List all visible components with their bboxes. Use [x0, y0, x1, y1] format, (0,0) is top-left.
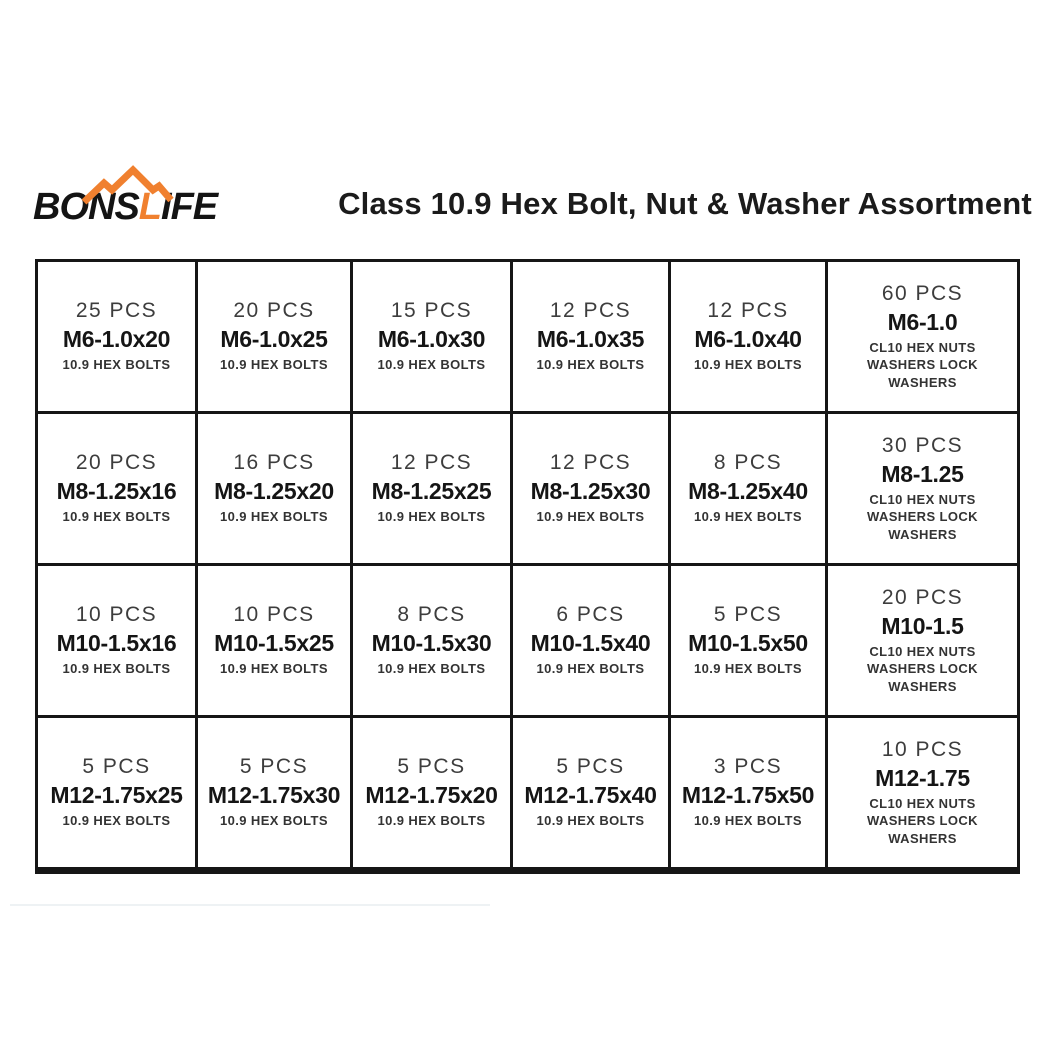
assortment-cell	[353, 718, 510, 867]
cell-description: 10.9 HEX BOLTS	[536, 813, 645, 829]
cell-description: 10.9 HEX BOLTS	[536, 509, 645, 525]
cell-description: 10.9 HEX BOLTS	[377, 357, 486, 373]
cell-quantity: 20 PCS	[75, 451, 158, 475]
cell-spec: M8-1.25	[881, 460, 964, 487]
assortment-cell	[513, 566, 668, 715]
cell-description: 10.9 HEX BOLTS	[694, 357, 802, 373]
cell-description: 10.9 HEX BOLTS	[377, 509, 486, 525]
brand-text-accent: L	[138, 186, 162, 228]
brand-text-after: IFE	[161, 186, 218, 228]
assortment-cell	[671, 718, 825, 867]
cell-spec: M8-1.25x30	[530, 478, 651, 505]
cell-spec: M10-1.5x16	[56, 630, 177, 657]
assortment-cell	[513, 262, 668, 411]
cell-description: 10.9 HEX BOLTS	[220, 357, 328, 373]
assortment-cell	[353, 414, 510, 563]
cell-spec: M10-1.5x50	[688, 630, 808, 657]
scan-artifact-line	[10, 904, 490, 906]
cell-quantity: 16 PCS	[233, 451, 315, 475]
cell-description: 10.9 HEX BOLTS	[377, 813, 486, 829]
cell-quantity: 25 PCS	[75, 299, 158, 323]
cell-quantity: 5 PCS	[556, 755, 625, 779]
cell-quantity: 15 PCS	[390, 299, 473, 323]
assortment-cell	[38, 566, 195, 715]
cell-quantity: 8 PCS	[713, 451, 783, 475]
cell-quantity: 12 PCS	[707, 299, 789, 323]
cell-spec: M10-1.5x30	[371, 630, 492, 657]
cell-quantity: 10 PCS	[881, 737, 964, 761]
cell-spec: M6-1.0x25	[220, 326, 328, 353]
cell-description: 10.9 HEX BOLTS	[377, 661, 486, 677]
cell-quantity: 3 PCS	[713, 755, 783, 779]
cell-spec: M6-1.0x30	[377, 326, 486, 353]
cell-description: 10.9 HEX BOLTS	[62, 661, 171, 677]
cell-quantity: 20 PCS	[233, 299, 315, 323]
cell-spec: M8-1.25x40	[688, 478, 808, 505]
assortment-cell	[671, 414, 825, 563]
assortment-cell	[38, 718, 195, 867]
cell-quantity: 5 PCS	[713, 603, 783, 627]
assortment-cell	[198, 566, 350, 715]
assortment-cell	[38, 414, 195, 563]
cell-quantity: 5 PCS	[82, 755, 151, 779]
cell-description: 10.9 HEX BOLTS	[536, 661, 645, 677]
cell-description: 10.9 HEX BOLTS	[220, 509, 328, 525]
assortment-cell	[828, 718, 1017, 867]
assortment-cell	[513, 718, 668, 867]
cell-quantity: 12 PCS	[549, 299, 632, 323]
cell-quantity: 6 PCS	[556, 603, 625, 627]
mountain-roofline-icon	[78, 166, 180, 210]
cell-spec: M8-1.25x20	[214, 478, 334, 505]
cell-description: 10.9 HEX BOLTS	[62, 357, 171, 373]
cell-quantity: 20 PCS	[881, 585, 964, 609]
cell-description: 10.9 HEX BOLTS	[220, 661, 328, 677]
cell-description: CL10 HEX NUTS WASHERS LOCK WASHERS	[867, 643, 978, 694]
cell-spec: M6-1.0x20	[62, 326, 171, 353]
cell-spec: M6-1.0	[887, 308, 958, 335]
assortment-cell	[353, 566, 510, 715]
cell-description: CL10 HEX NUTS WASHERS LOCK WASHERS	[867, 795, 978, 846]
cell-spec: M12-1.75x40	[524, 782, 657, 809]
cell-spec: M10-1.5x40	[530, 630, 651, 657]
cell-description: 10.9 HEX BOLTS	[694, 509, 802, 525]
cell-spec: M8-1.25x25	[371, 478, 492, 505]
cell-spec: M10-1.5	[881, 612, 964, 639]
assortment-grid	[35, 259, 1020, 874]
cell-quantity: 10 PCS	[75, 603, 158, 627]
assortment-cell	[828, 566, 1017, 715]
cell-quantity: 10 PCS	[233, 603, 315, 627]
cell-description: 10.9 HEX BOLTS	[694, 661, 802, 677]
assortment-cell	[671, 262, 825, 411]
cell-description: 10.9 HEX BOLTS	[62, 813, 171, 829]
assortment-cell	[198, 718, 350, 867]
cell-quantity: 30 PCS	[881, 433, 964, 457]
assortment-cell	[353, 262, 510, 411]
cell-spec: M6-1.0x40	[694, 326, 802, 353]
cell-spec: M12-1.75x50	[681, 782, 815, 809]
assortment-cell	[198, 262, 350, 411]
assortment-cell	[198, 414, 350, 563]
cell-spec: M6-1.0x35	[536, 326, 645, 353]
cell-quantity: 8 PCS	[397, 603, 466, 627]
cell-quantity: 5 PCS	[397, 755, 466, 779]
cell-spec: M12-1.75	[875, 764, 970, 791]
cell-description: 10.9 HEX BOLTS	[220, 813, 328, 829]
cell-description: CL10 HEX NUTS WASHERS LOCK WASHERS	[867, 339, 978, 390]
cell-spec: M10-1.5x25	[214, 630, 334, 657]
cell-quantity: 60 PCS	[881, 281, 964, 305]
cell-spec: M8-1.25x16	[56, 478, 177, 505]
assortment-cell	[513, 414, 668, 563]
brand-logo	[33, 186, 217, 228]
cell-description: 10.9 HEX BOLTS	[536, 357, 645, 373]
page-title: Class 10.9 Hex Bolt, Nut & Washer Assortment	[338, 186, 1032, 221]
assortment-cell	[671, 566, 825, 715]
brand-text-before: BONS	[33, 186, 139, 228]
assortment-cell	[38, 262, 195, 411]
cell-quantity: 12 PCS	[549, 451, 632, 475]
assortment-cell	[828, 262, 1017, 411]
cell-quantity: 12 PCS	[390, 451, 473, 475]
cell-description: 10.9 HEX BOLTS	[694, 813, 802, 829]
cell-quantity: 5 PCS	[239, 755, 309, 779]
cell-description: 10.9 HEX BOLTS	[62, 509, 171, 525]
cell-description: CL10 HEX NUTS WASHERS LOCK WASHERS	[867, 491, 978, 542]
cell-spec: M12-1.75x20	[365, 782, 498, 809]
cell-spec: M12-1.75x30	[207, 782, 341, 809]
assortment-cell	[828, 414, 1017, 563]
cell-spec: M12-1.75x25	[50, 782, 183, 809]
